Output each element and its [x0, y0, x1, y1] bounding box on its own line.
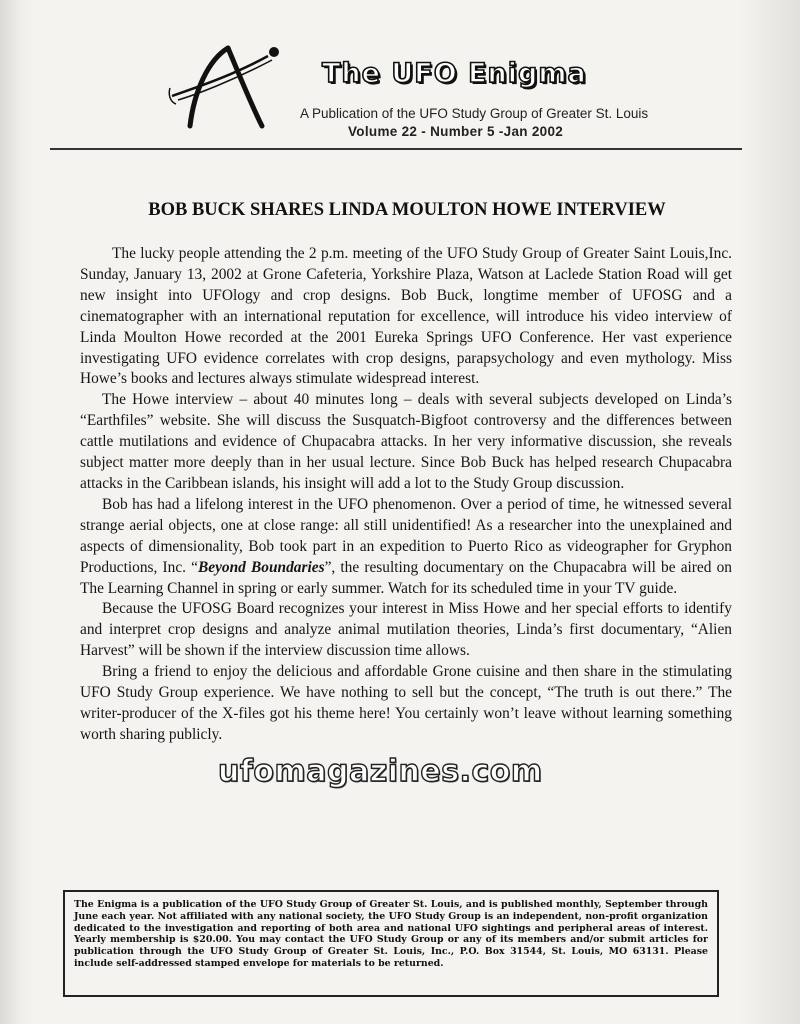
article-body — [80, 244, 732, 746]
issue-volume-number: Volume 22 - Number 5 -Jan 2002 — [348, 124, 564, 139]
footer-info-box — [63, 890, 719, 997]
paragraph-3-text-start: Bob has had a lifelong interest in the UFO phenomenon. Over a period of time, he witnessed several strange aerial objects, one at close range: all still unidentified! As a researcher into the unexplained and aspects of dimensionality, Bob took part in an expedition to Puerto Rico as videographer for Gryphon Productions, Inc. “ — [80, 495, 732, 576]
article-paragraph-3 — [80, 495, 732, 600]
publication-title: The UFO Enigma — [322, 58, 587, 89]
masthead — [0, 0, 800, 160]
article-paragraph-4: Because the UFOSG Board recognizes your interest in Miss Howe and her special efforts to identify and interpret crop designs and analyze animal mutilation theories, Linda’s first documentary, “Alien Harvest” will be shown if the interview discussion time allows. — [80, 600, 732, 660]
article-paragraph-5: Bring a friend to enjoy the delicious and affordable Grone cuisine and then share in the stimulating UFO Study Group experience. We have nothing to sell but the concept, “The truth is out there.” The writer-producer of the X-files got his theme here! You certainly won’t leave without learning something worth sharing publicly. — [80, 663, 732, 743]
publication-subtitle: A Publication of the UFO Study Group of Greater St. Louis — [300, 106, 649, 121]
paragraph-3-text-end: ”, the resulting documentary on the Chupacabra will be aired on The Learning Channel in spring or early summer. Watch for its scheduled time in your TV guide. — [80, 558, 732, 597]
article-paragraph-2: The Howe interview – about 40 minutes long – deals with several subjects developed on Linda’s “Earthfiles” website. She will discuss the Susquatch-Bigfoot controversy and the differences between cattle mutilations and evidence of Chupacabra attacks. In her very informative discussion, she reveals subject matter more deeply than in her usual lecture. Since Bob Buck has helped research Chupacabra attacks in the Caribbean islands, his insight will add a lot to the Study Group discussion. — [80, 391, 732, 492]
footer-text: The Enigma is a publication of the UFO Study Group of Greater St. Louis, and is published monthly, September through June each year. Not affiliated with any national society, the UFO Study Group is an independent, non-profit organization dedicated to the investigation and reporting of both area and national UFO sightings and peripheral areas of interest. Yearly membership is $20.00. You may contact the UFO Study Group or any of its members and/or submit articles for publication through the UFO Study Group of Greater St. Louis, Inc., P.O. Box 31544, St. Louis, MO 63131. Please include self-addressed stamped envelope for materials to be returned. — [74, 899, 708, 969]
article-paragraph-1: The lucky people attending the 2 p.m. meeting of the UFO Study Group of Greater Saint Louis,Inc. Sunday, January 13, 2002 at Grone Cafeteria, Yorkshire Plaza, Watson at Laclede Station Road will get new insight into UFOlogy and crop designs. Bob Buck, longtime member of UFOSG and a cinematographer with an international reputation for excellence, will introduce his video interview of Linda Moulton Howe recorded at the 2001 Eureka Springs UFO Conference. Her vast experience investigating UFO evidence correlates with crop designs, parapsychology and even mythology. Miss Howe’s books and lectures always stimulate widespread interest. — [80, 245, 732, 388]
masthead-divider — [50, 148, 742, 150]
site-watermark: ufomagazines.com — [218, 754, 543, 789]
documentary-title: Beyond Boundaries — [198, 558, 325, 576]
article-headline: BOB BUCK SHARES LINDA MOULTON HOWE INTERVIEW — [148, 200, 666, 220]
ufo-enigma-logo-icon — [168, 42, 288, 130]
